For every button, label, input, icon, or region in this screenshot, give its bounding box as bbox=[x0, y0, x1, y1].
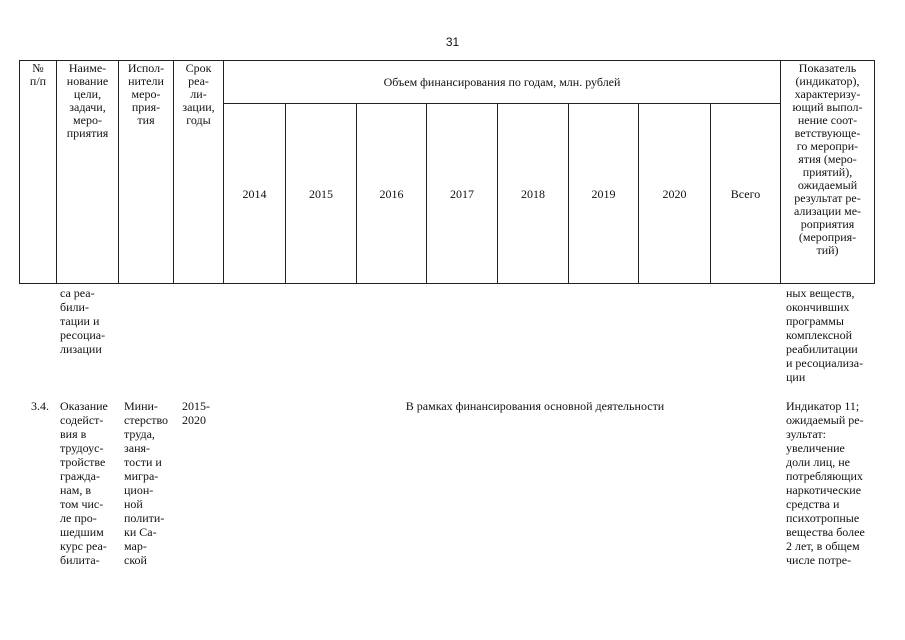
header-year-2015: 2015 bbox=[286, 104, 357, 284]
row-3-4-num: 3.4. bbox=[31, 399, 49, 413]
header-year-2019: 2019 bbox=[569, 104, 639, 284]
row-3-4-executors: Мини- стерство труда, заня- тости и мигра- цион- ной полити- ки Са- мар- ской bbox=[124, 399, 169, 567]
continuation-name: са реа- били- тации и ресоциа- лизации bbox=[60, 286, 106, 356]
page-number: 31 bbox=[445, 35, 460, 49]
header-term: Срок реа- ли- зации, годы bbox=[174, 61, 224, 284]
header-funding: Объем финансирования по годам, млн. рублей bbox=[224, 61, 781, 104]
row-3-4-funding: В рамках финансирования основной деятельности bbox=[405, 399, 665, 413]
header-year-2016: 2016 bbox=[357, 104, 427, 284]
header-executors: Испол- нители меро- прия- тия bbox=[119, 61, 174, 284]
header-indicator: Показатель (индикатор), характеризу- ющий выпол- нение соот- ветствующе- го меропри- ятия (меро- приятий), ожидаемый результат ре- ализации ме- роприятия (мероприя- тий) bbox=[781, 61, 875, 284]
continuation-indicator: ных веществ, окончивших программы комплексной реабилитации и ресоциализа- ции bbox=[786, 286, 864, 384]
row-3-4-indicator: Индикатор 11; ожидаемый ре- зультат: увеличение доли лиц, не потребляющих наркотические средства и психотропные вещества более 2 лет, в общем числе потре- bbox=[786, 399, 865, 567]
header-total: Всего bbox=[711, 104, 781, 284]
financing-table-header bbox=[19, 60, 875, 284]
header-name: Наиме- нование цели, задачи, меро- приятия bbox=[57, 61, 119, 284]
row-3-4-term: 2015- 2020 bbox=[182, 399, 210, 427]
header-year-2020: 2020 bbox=[639, 104, 711, 284]
header-num: № п/п bbox=[20, 61, 57, 284]
header-year-2017: 2017 bbox=[427, 104, 498, 284]
header-year-2018: 2018 bbox=[498, 104, 569, 284]
row-3-4-name: Оказание содейст- вия в трудоус- тройстве гражда- нам, в том чис- ле про- шедшим курс реа- билита- bbox=[60, 399, 108, 567]
header-year-2014: 2014 bbox=[224, 104, 286, 284]
